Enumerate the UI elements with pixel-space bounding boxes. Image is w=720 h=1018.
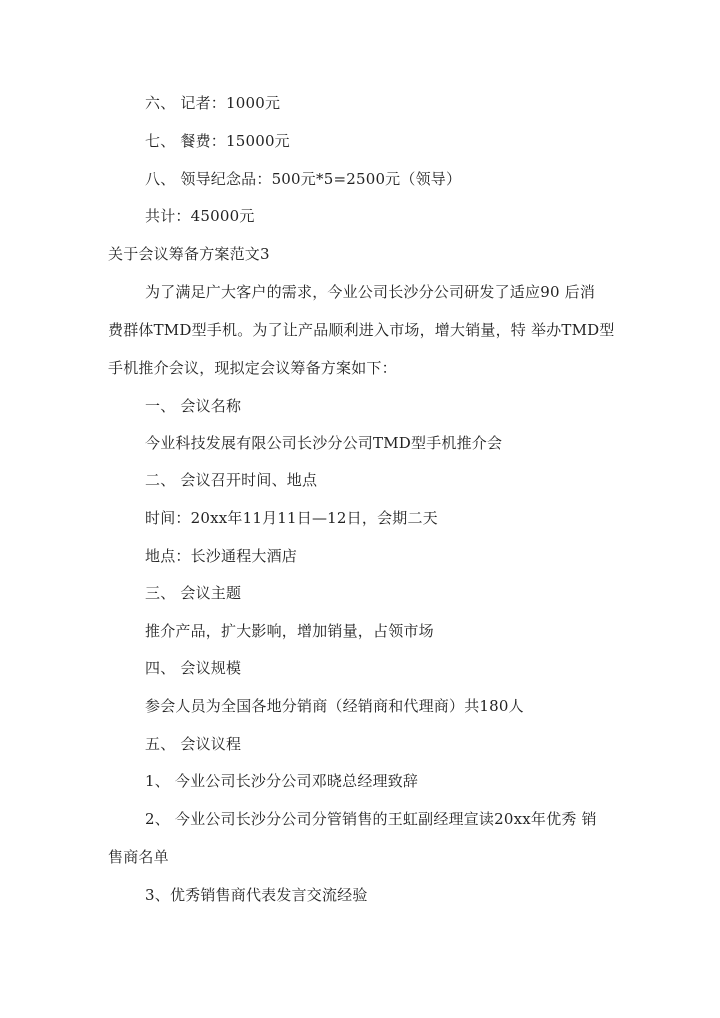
section-title: 关于会议筹备方案范文3 bbox=[108, 245, 270, 263]
expense-item-souvenirs: 八、 领导纪念品：500元*5=2500元（领导） bbox=[145, 170, 462, 188]
heading-theme: 三、 会议主题 bbox=[145, 584, 242, 602]
agenda-item-3: 3、优秀销售商代表发言交流经验 bbox=[145, 886, 368, 904]
agenda-item-2-line-1: 2、 今业公司长沙分公司分管销售的王虹副经理宣读20xx年优秀 销 bbox=[145, 810, 597, 828]
intro-paragraph-line-3: 手机推介会议，现拟定会议筹备方案如下： bbox=[108, 359, 397, 377]
agenda-item-1: 1、 今业公司长沙分公司邓晓总经理致辞 bbox=[145, 772, 419, 790]
meeting-place-text: 地点：长沙通程大酒店 bbox=[145, 547, 298, 565]
intro-paragraph-line-1: 为了满足广大客户的需求，今业公司长沙分公司研发了适应90 后消 bbox=[145, 283, 596, 301]
scale-text: 参会人员为全国各地分销商（经销商和代理商）共180人 bbox=[145, 697, 524, 715]
heading-meeting-name: 一、 会议名称 bbox=[145, 397, 242, 415]
meeting-name-text: 今业科技发展有限公司长沙分公司TMD型手机推介会 bbox=[145, 434, 503, 452]
heading-time-place: 二、 会议召开时间、地点 bbox=[145, 471, 318, 489]
heading-agenda: 五、 会议议程 bbox=[145, 735, 242, 753]
theme-text: 推介产品，扩大影响，增加销量，占领市场 bbox=[145, 622, 434, 640]
intro-paragraph-line-2: 费群体TMD型手机。为了让产品顺利进入市场，增大销量，特 举办TMD型 bbox=[108, 321, 615, 339]
expense-total: 共计：45000元 bbox=[145, 207, 255, 225]
heading-scale: 四、 会议规模 bbox=[145, 659, 242, 677]
expense-item-reporters: 六、 记者：1000元 bbox=[145, 94, 281, 112]
agenda-item-2-line-2: 售商名单 bbox=[108, 848, 169, 866]
meeting-time-text: 时间：20xx年11月11日—12日，会期二天 bbox=[145, 509, 438, 527]
expense-item-meals: 七、 餐费：15000元 bbox=[145, 132, 290, 150]
